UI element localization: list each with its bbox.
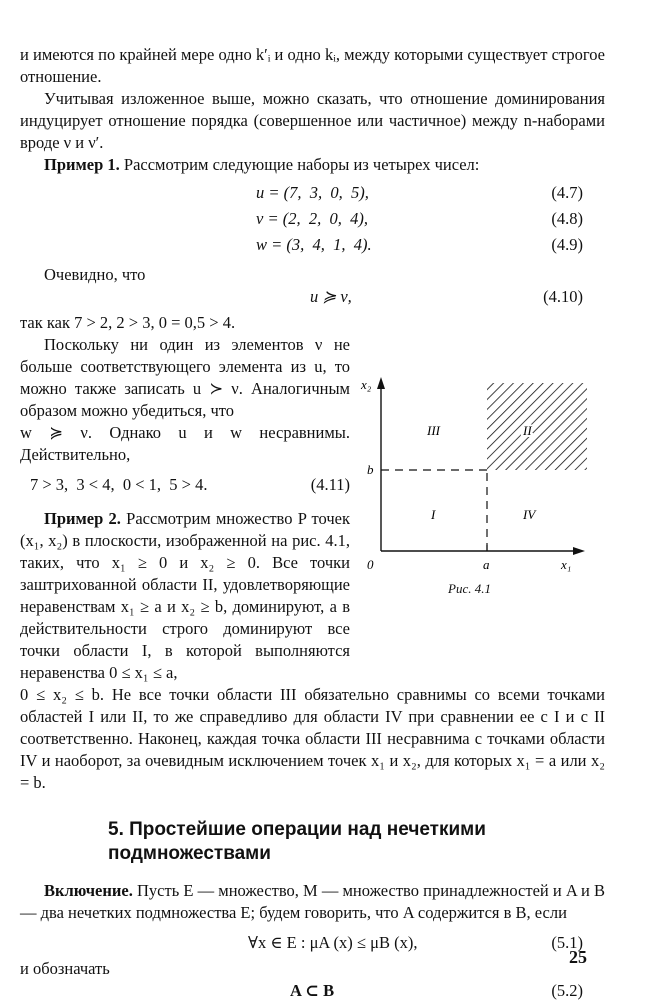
section-title	[108, 818, 605, 866]
region-iii-label: III	[427, 423, 440, 438]
equation-expr: A ⊂ B	[290, 981, 335, 1000]
inclusion-text: Пусть E — множество, M — множество принадлежностей и A и B — два нечетких подмножества E; будем говорить, что A содержится в B, если	[20, 881, 605, 922]
equation-number: (4.10)	[543, 287, 583, 306]
y-axis-arrow	[377, 377, 385, 389]
example-2	[20, 508, 350, 684]
example-2-continuation: 0 ≤ x₂ ≤ b. Не все точки области III обязательно сравнимы со всеми точками областей I или II, то же справедливо для области IV при сравнении ее с I и с II соответственно. Наконец, каждая точка области III несравнима с точками области IV и наоборот, за очевидным исключением точек x₁ и x₂, для которых x₁ = a или x₂ = b.	[20, 685, 605, 792]
obviously-text: Очевидно, что	[44, 265, 146, 284]
equation-number: (5.2)	[551, 981, 583, 1000]
y-axis-label: x₂	[361, 377, 372, 392]
example-1-text: Рассмотрим следующие наборы из четырех чисел:	[123, 155, 480, 174]
since-text: так как 7 > 2, 2 > 3, 0 = 0,5 > 4.	[20, 313, 236, 332]
paragraph-3a: Поскольку ни один из элементов ν не больше соответствующего элемента из u, то можно также записать u ≻ ν. Аналогичным образом можно убедиться, что	[20, 335, 350, 420]
equation-number: (4.11)	[310, 475, 350, 494]
inclusion-label: Включение.	[44, 881, 133, 900]
equation-4-9	[20, 234, 605, 260]
a-label: a	[483, 557, 490, 572]
region-ii-label: II	[523, 423, 532, 438]
example-2-text: Рассмотрим множество P точек (x₁, x₂) в плоскости, изображенной на рис. 4.1, таких, что x₁ ≥ 0 и x₂ ≥ 0. Все точки заштрихованной области II, удовлетворяющие неравенствам x₁ ≥ a и x₂ ≥ b, доминируют, а в действительности строго доминируют все точки области I, в которой выполняются неравенства 0 ≤ x₁ ≤ a,	[20, 509, 350, 682]
region-ii-hatched	[487, 383, 587, 470]
equation-expr: 7 > 3, 3 < 4, 0 < 1, 5 > 4.	[30, 475, 208, 494]
equation-expr: ∀x ∈ E : μA (x) ≤ μB (x),	[248, 933, 418, 952]
region-iv-label: IV	[523, 507, 536, 522]
paragraph-2: Учитывая изложенное выше, можно сказать, что отношение доминирования индуцирует отношение порядка (совершенное или частичное) между n-наборами вроде ν и ν′.	[20, 89, 605, 152]
equation-number: (4.9)	[551, 235, 583, 254]
equation-expr: ν = (2, 2, 0, 4),	[256, 209, 368, 228]
example-1	[20, 154, 605, 176]
page-number: 25	[569, 947, 587, 967]
equation-expr: u = (7, 3, 0, 5),	[256, 183, 369, 202]
equation-5-2	[20, 980, 605, 1006]
inclusion-paragraph	[20, 880, 605, 924]
section-title-line-2: подмножествами	[108, 843, 271, 864]
figure-4-1	[355, 333, 590, 603]
equation-expr: u ≽ ν,	[310, 287, 352, 306]
equation-number: (4.7)	[551, 183, 583, 202]
example-2-label: Пример 2.	[44, 509, 121, 528]
equation-4-8	[20, 208, 605, 234]
equation-expr: w = (3, 4, 1, 4).	[256, 235, 372, 254]
equation-number: (4.8)	[551, 209, 583, 228]
paragraph-3b: w ≽ ν. Однако u и w несравнимы. Действительно,	[20, 423, 350, 464]
equation-number: (5.1)	[551, 933, 583, 952]
paragraph-1: и имеются по крайней мере одно k′ᵢ и одно kᵢ, между которыми существует строгое отношение.	[20, 45, 605, 86]
origin-label: 0	[367, 557, 374, 572]
example-1-label: Пример 1.	[44, 155, 120, 174]
region-i-label: I	[431, 507, 436, 522]
equation-4-11	[20, 474, 350, 500]
b-label: b	[367, 462, 374, 477]
left-column	[20, 422, 350, 684]
equation-4-10	[20, 286, 605, 312]
equation-5-1	[20, 932, 605, 958]
section-title-line-1: 5. Простейшие операции над нечеткими	[108, 819, 486, 840]
x-axis-label: x₁	[561, 557, 572, 572]
x-axis-arrow	[573, 547, 585, 555]
and-denote-text: и обозначать	[20, 959, 110, 978]
equation-4-7	[20, 182, 605, 208]
figure-caption: Рис. 4.1	[448, 581, 491, 596]
